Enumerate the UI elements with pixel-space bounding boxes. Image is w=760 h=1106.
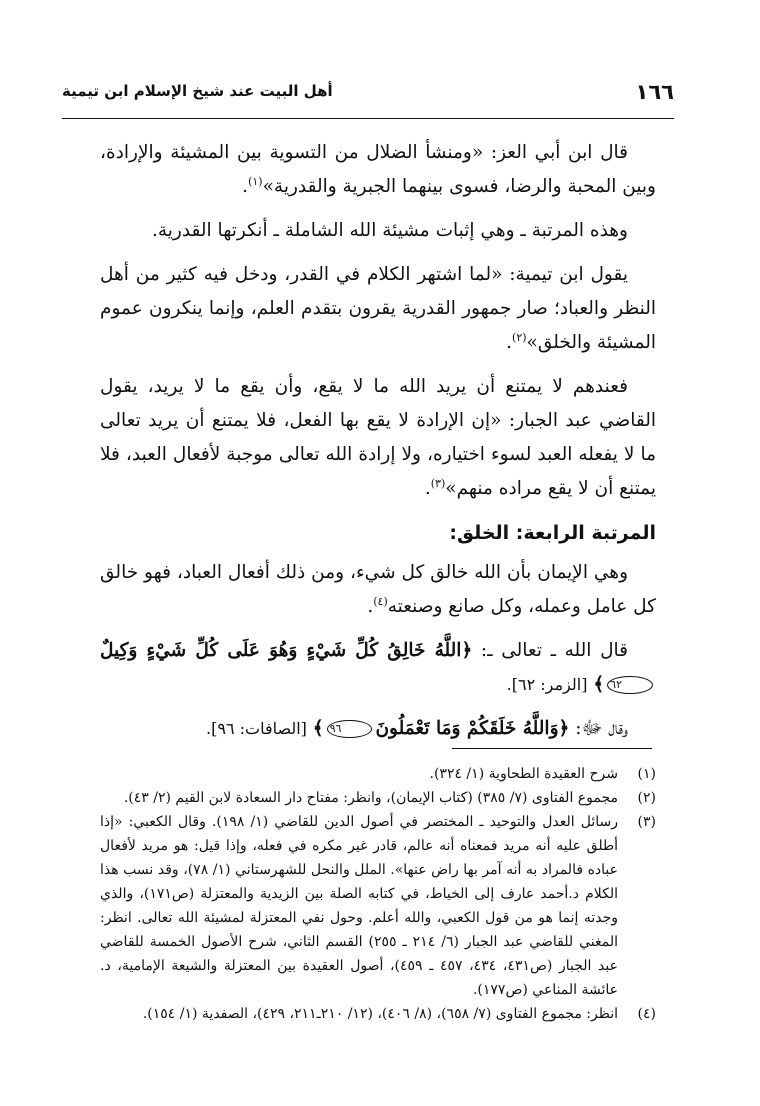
paragraph-6 [100,634,656,702]
verse-intro: وقال ﷻ: [575,718,628,739]
footnote-divider [452,748,652,749]
footnote-2 [100,786,656,810]
ayah-number-marker: ٦٢ [607,676,653,694]
footnote-text: شرح العقيدة الطحاوية (١/ ٣٢٤). [429,766,618,782]
paragraph-end: . [424,478,431,499]
paragraph-text: وهي الإيمان بأن الله خالق كل شيء، ومن ذلك أفعال العباد، فهو خالق كل عامل وعمله، وكل صانع وصنعته [100,562,656,617]
paragraph-text: فعندهم لا يمتنع أن يريد الله ما لا يقع، وأن يقع ما لا يريد، يقول القاضي عبد الجبار: «إن الإرادة لا يقع بها الفعل، فلا يمتنع أن يريد تعالى ما لا يفعله العبد لسوء اختياره، ولا إرادة الله تعالى موجبة لأفعال العبد، فلا يمتنع أن لا يقع مراده منهم» [100,376,656,499]
paragraph-text: يقول ابن تيمية: «لما اشتهر الكلام في القدر، ودخل فيه كثير من أهل النظر والعباد؛ صار جمهور القدرية يقرون بتقدم العلم، وإنما ينكرون عموم المشيئة والخلق» [100,264,656,353]
paragraph-2 [100,214,656,248]
main-text [100,136,656,756]
verse-reference: [الصافات: ٩٦]. [206,719,307,738]
page-header [62,74,674,114]
quran-verse: ﴿اللَّهُ خَالِقُ كُلِّ شَيْءٍ وَهُوَ عَلَى كُلِّ شَيْءٍ وَكِيلٌ [100,640,473,661]
section-heading: المرتبة الرابعة: الخلق: [449,522,656,544]
footnote-ref-4: (٤) [373,594,388,608]
verse-close-bracket: ﴾ [312,718,324,739]
page-number: ١٦٦ [635,80,674,104]
footnote-number: (٢) [637,790,656,806]
footnote-number: (٤) [637,1006,656,1022]
quran-verse: ﴿وَاللَّهُ خَلَقَكُمْ وَمَا تَعْمَلُونَ [375,718,570,739]
footnote-text: مجموع الفتاوى (٧/ ٣٨٥) (كتاب الإيمان)، وانظر: مفتاح دار السعادة لابن القيم (٢/ ٤٣). [123,790,618,806]
paragraph-1 [100,136,656,204]
paragraph-end: . [367,596,374,617]
running-title: أهل البيت عند شيخ الإسلام ابن تيمية [62,82,333,100]
paragraph-text: وهذه المرتبة ـ وهي إثبات مشيئة الله الشاملة ـ أنكرتها القدرية. [151,220,628,241]
footnote-number: (١) [637,766,656,782]
paragraph-5 [100,556,656,624]
footnote-ref-3: (٣) [430,476,446,490]
paragraph-4 [100,370,656,506]
footnotes [100,762,656,1026]
paragraph-7 [100,712,656,746]
footnote-3 [100,810,656,1002]
header-divider [62,118,674,119]
paragraph-end: . [242,176,249,197]
footnote-1 [100,762,656,786]
ayah-number-marker: ٩٦ [327,720,373,738]
footnote-number: (٣) [637,814,656,830]
verse-close-bracket: ﴾ [593,674,605,695]
footnote-4 [100,1002,656,1026]
footnote-ref-1: (١) [248,174,263,188]
verse-intro: قال الله ـ تعالى ـ: [480,640,628,661]
footnote-text: رسائل العدل والتوحيد ـ المختصر في أصول الدين للقاضي (١/ ١٩٨). وقال الكعبي: «إذا أطلق عليه أنه مريد فمعناه أنه عالم، قادر غير مكره في فعله، وإذا قيل: هو مريد لأفعال عباده فالمراد به أنه آمر بها راض عنها». الملل والنحل للشهرستاني (١/ ٧٨)، وقد نسب هذا الكلام د.أحمد عارف إلى الخياط، في كتابه الصلة بين الزيدية والمعتزلة (ص١٧١)، والذي وجدته إنما هو من قول الكعبي، والله أعلم. وحول نفي المعتزلة لمشيئة الله تعالى. انظر: المغني للقاضي عبد الجبار (٦/ ٢١٤ ـ ٢٥٥) القسم الثاني، شرح الأصول الخمسة للقاضي عبد الجبار (ص٤٣١، ٤٣٤، ٤٥٧ ـ ٤٥٩)، أصول العقيدة بين المعتزلة والشيعة الإمامية، د. عائشة المناعي (ص١٧٧). [100,814,619,998]
verse-reference: [الزمر: ٦٢]. [506,675,588,694]
footnote-ref-2: (٢) [512,330,527,344]
paragraph-end: . [506,332,513,353]
footnote-text: انظر: مجموع الفتاوى (٧/ ٦٥٨)، (٨/ ٤٠٦)، (١٢/ ٢١٠ـ٢١١، ٤٢٩)، الصفدية (١/ ١٥٤). [142,1006,618,1022]
paragraph-3 [100,258,656,360]
paragraph-text: قال ابن أبي العز: «ومنشأ الضلال من التسوية بين المشيئة والإرادة، وبين المحبة والرضا، فسوى بينهما الجبرية والقدرية» [100,142,656,197]
